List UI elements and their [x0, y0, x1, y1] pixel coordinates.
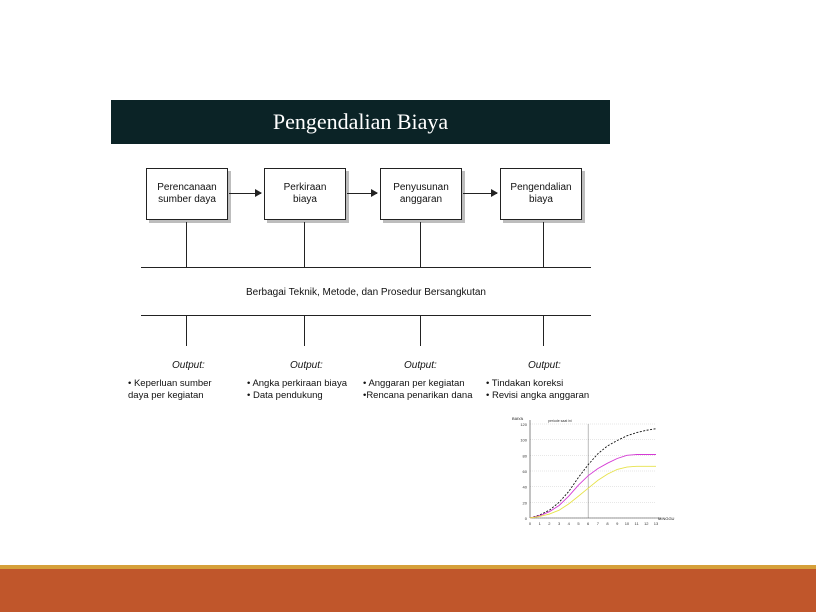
connector-4-top: [543, 222, 544, 268]
process-label-2b: biaya: [293, 194, 317, 205]
flow-arrow-2: [347, 193, 377, 194]
process-box-pengendalian: [500, 168, 582, 220]
process-label-2a: Perkiraan: [283, 182, 327, 193]
connector-1-top: [186, 222, 187, 268]
process-label-4a: Pengendalian: [510, 182, 572, 193]
process-label-3b: anggaran: [399, 194, 443, 205]
connector-4-bottom: [543, 316, 544, 346]
output-3-item-2: •Rencana penarikan dana: [363, 390, 473, 401]
x-axis-label: MINGGU: [658, 516, 675, 521]
y-tick-label: 80: [522, 453, 527, 459]
process-label-4b: biaya: [529, 194, 553, 205]
x-tick-label: 1: [538, 521, 541, 526]
band-bottom-line: [141, 315, 591, 316]
title-bar: [111, 100, 610, 144]
output-4-item-2: • Revisi angka anggaran: [486, 390, 590, 401]
band-top-line: [141, 267, 591, 268]
output-1-item-1: • Keperluan sumber: [128, 378, 212, 389]
x-tick-label: 5: [577, 521, 580, 526]
output-1-item-2: daya per kegiatan: [128, 390, 204, 401]
x-tick-label: 12: [644, 521, 649, 526]
series-line-1: [530, 429, 656, 518]
x-tick-label: 10: [624, 521, 630, 526]
output-head-4: Output:: [528, 360, 561, 371]
footer-bar: [0, 565, 816, 612]
process-label-1a: Perencanaan: [157, 182, 217, 193]
connector-2-top: [304, 222, 305, 268]
process-box-perencanaan: [146, 168, 228, 220]
flow-arrow-3: [463, 193, 497, 194]
output-head-2: Output:: [290, 360, 323, 371]
output-4-item-1: • Tindakan koreksi: [486, 378, 564, 389]
x-tick-label: 9: [616, 521, 619, 526]
output-2-item-1: • Angka perkiraan biaya: [247, 378, 347, 389]
series-line-3: [530, 466, 656, 518]
slide-title: Pengendalian Biaya: [272, 109, 449, 134]
y-tick-label: 60: [522, 469, 527, 474]
x-tick-label: 2: [548, 521, 551, 526]
output-2-item-2: • Data pendukung: [247, 390, 323, 401]
y-tick-label: 20: [522, 500, 527, 506]
output-head-3: Output:: [404, 360, 437, 371]
y-tick-label: 40: [522, 484, 527, 490]
process-label-1b: sumber daya: [158, 194, 216, 205]
process-label-3a: Penyusunan: [393, 182, 449, 193]
series-line-2: [530, 455, 656, 519]
y-tick-label: 120: [520, 422, 527, 427]
x-tick-label: 6: [587, 521, 590, 526]
process-box-penyusunan: [380, 168, 462, 220]
cost-s-curve-chart: [508, 414, 678, 532]
y-tick-label: 0: [524, 516, 527, 521]
x-tick-label: 4: [567, 521, 570, 526]
y-axis-label: BIAYA: [512, 416, 524, 421]
process-box-perkiraan: [264, 168, 346, 220]
x-tick-label: 13: [653, 521, 659, 526]
x-tick-label: 11: [634, 521, 639, 526]
output-head-1: Output:: [172, 360, 205, 371]
x-tick-label: 8: [606, 521, 609, 526]
chart-annotation: periode saat ini: [548, 419, 572, 423]
x-tick-label: 3: [557, 521, 561, 526]
output-3-item-1: • Anggaran per kegiatan: [363, 378, 465, 389]
y-tick-label: 100: [520, 437, 527, 443]
flow-arrow-1: [229, 193, 261, 194]
band-label: Berbagai Teknik, Metode, dan Prosedur Bersangkutan: [246, 287, 486, 298]
connector-3-bottom: [420, 316, 421, 346]
connector-1-bottom: [186, 316, 187, 346]
connector-3-top: [420, 222, 421, 268]
x-tick-label: 7: [596, 521, 599, 526]
connector-2-bottom: [304, 316, 305, 346]
x-tick-label: 0: [528, 521, 532, 526]
